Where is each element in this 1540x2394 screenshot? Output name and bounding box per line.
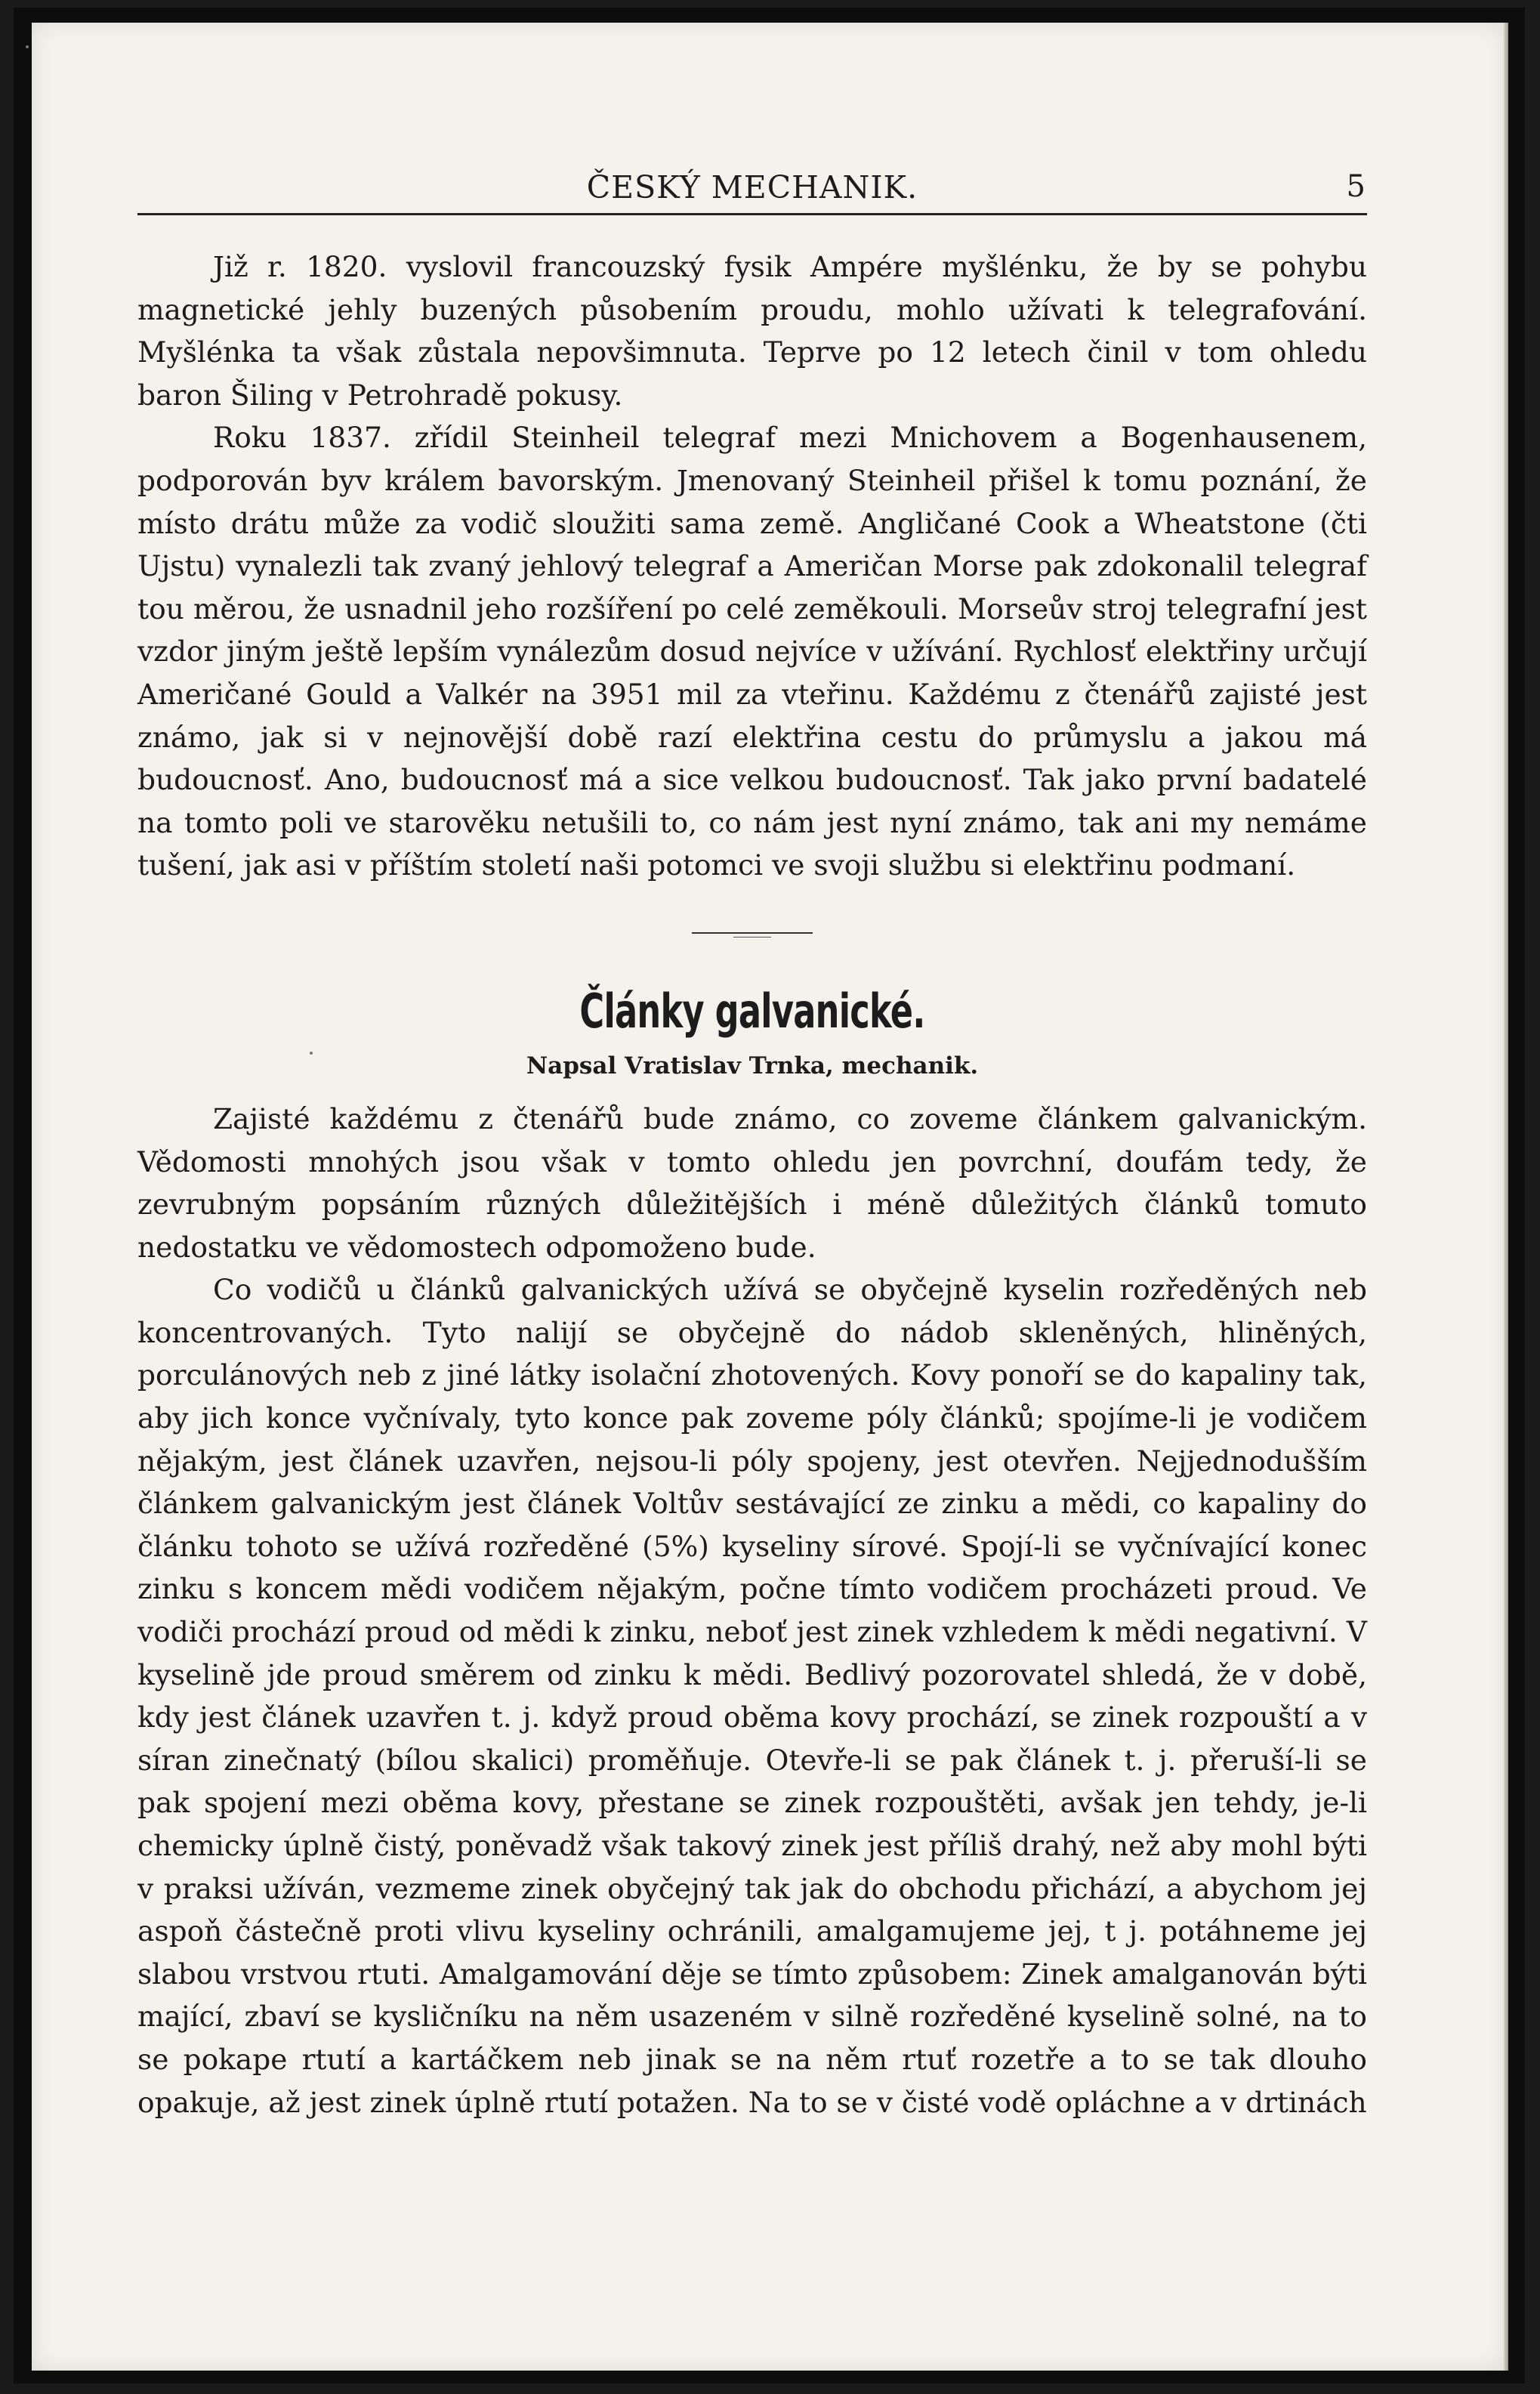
article-paragraph: Zajisté každému z čtenářů bude známo, co zoveme článkem galvanickým. Vědomosti mnohých jsou však v tomto ohledu jen povrchní, doufám tedy, že zevrubným popsáním různých důležitějších i méně důležitých článků tomuto nedostatku ve vědomostech odpomoženo bude. xyxy=(137,1101,1367,1264)
article-byline: Napsal Vratislav Trnka, mechanik. xyxy=(526,1052,979,1080)
intro-paragraph: Již r. 1820. vyslovil francouzský fysik Ampére myšlénku, že by se pohybu magnetické jehly buzených působením proudu, mohlo užívati k telegrafování. Myšlénka ta však zůstala nepovšimnuta. Teprve po 12 letech činil v tom ohledu baron Šiling v Petrohradě pokusy. xyxy=(137,250,1367,412)
scan-speck xyxy=(26,45,29,48)
page-content xyxy=(137,165,1367,2124)
page-number: 5 xyxy=(1346,169,1366,204)
section-separator xyxy=(692,932,813,934)
article-paragraph: Co vodičů u článků galvanických užívá se obyčejně kyselin rozředěných neb koncentrovaných. Tyto nalijí se obyčejně do nádob skleněných, hliněných, porculánových neb z jiné látky isolační zhotovených. Kovy ponoří se do kapaliny tak, aby jich konce vyčnívaly, tyto konce pak zoveme póly článků; spojíme-li je vodičem nějakým, jest článek uzavřen, nejsou-li póly spojeny, jest otevřen. Nejjednodušším článkem galvanickým jest článek Voltův sestávající ze zinku a mědi, co kapaliny do článku tohoto se užívá rozředěné (5%) kyseliny sírové. Spojí-li se vyčnívající konec zinku s koncem mědi vodičem nějakým, počne tímto vodičem procházeti proud. Ve vodiči prochází proud od mědi k zinku, neboť jest zinek vzhledem k mědi negativní. V kyselině jde proud směrem od zinku k mědi. Bedlivý pozorovatel shledá, že v době, kdy jest článek uzavřen t. j. když proud oběma kovy prochází, se zinek rozpouští a v síran zinečnatý (bílou skalici) proměňuje. Otevře-li se pak článek t. j. přeruší-li se pak spojení mezi oběma kovy, přestane se zinek rozpouštěti, avšak jen tehdy, je-li chemicky úplně čistý, poněvadž však takový zinek jest příliš drahý, než aby mohl býti v praksi užíván, vezmeme zinek obyčejný tak jak do obchodu přichází, a abychom jej aspoň částečně proti vlivu kyseliny ochránili, amalgamujeme jej, t j. potáhneme jej slabou vrstvou rtuti. Amalgamování děje se tímto způsobem: Zinek amalganován býti mající, zbaví se kysličníku na něm usazeném v silně rozředěné kyselině solné, na to se pokape rtutí a kartáčkem neb jinak se na něm rtuť rozetře a to se tak dlouho opakuje, až jest zinek úplně rtutí potažen. Na to se v čisté vodě opláchne a v drtinách xyxy=(137,1273,1367,2119)
page-edge xyxy=(1504,23,1508,2371)
running-header xyxy=(137,165,1367,215)
article-title: Články galvanické. xyxy=(579,983,925,1039)
journal-title: ČESKÝ MECHANIK. xyxy=(586,169,918,205)
intro-paragraph: Roku 1837. zřídil Steinheil telegraf mezi Mnichovem a Bogenhausenem, podporován byv králem bavorským. Jmenovaný Steinheil přišel k tomu poznání, že místo drátu může za vodič sloužiti sama země. Angličané Cook a Wheatstone (čti Ujstu) vynalezli tak zvaný jehlový telegraf a Američan Morse pak zdokonalil telegraf tou měrou, že usnadnil jeho rozšíření po celé zeměkouli. Morseův stroj telegrafní jest vzdor jiným ještě lepším vynálezům dosud nejvíce v užívání. Rychlosť elektřiny určují Američané Gould a Valkér na 3951 mil za vteřinu. Každému z čtenářů zajisté jest známo, jak si v nejnovější době razí elektřina cestu do průmyslu a jakou má budoucnosť. Ano, budoucnosť má a sice velkou budoucnosť. Tak jako první badatelé na tomto poli ve starověku netušili to, co nám jest nyní známo, tak ani my nemáme tušení, jak asi v příštím století naši potomci ve svoji službu si elektřinu podmaní. xyxy=(137,421,1367,882)
